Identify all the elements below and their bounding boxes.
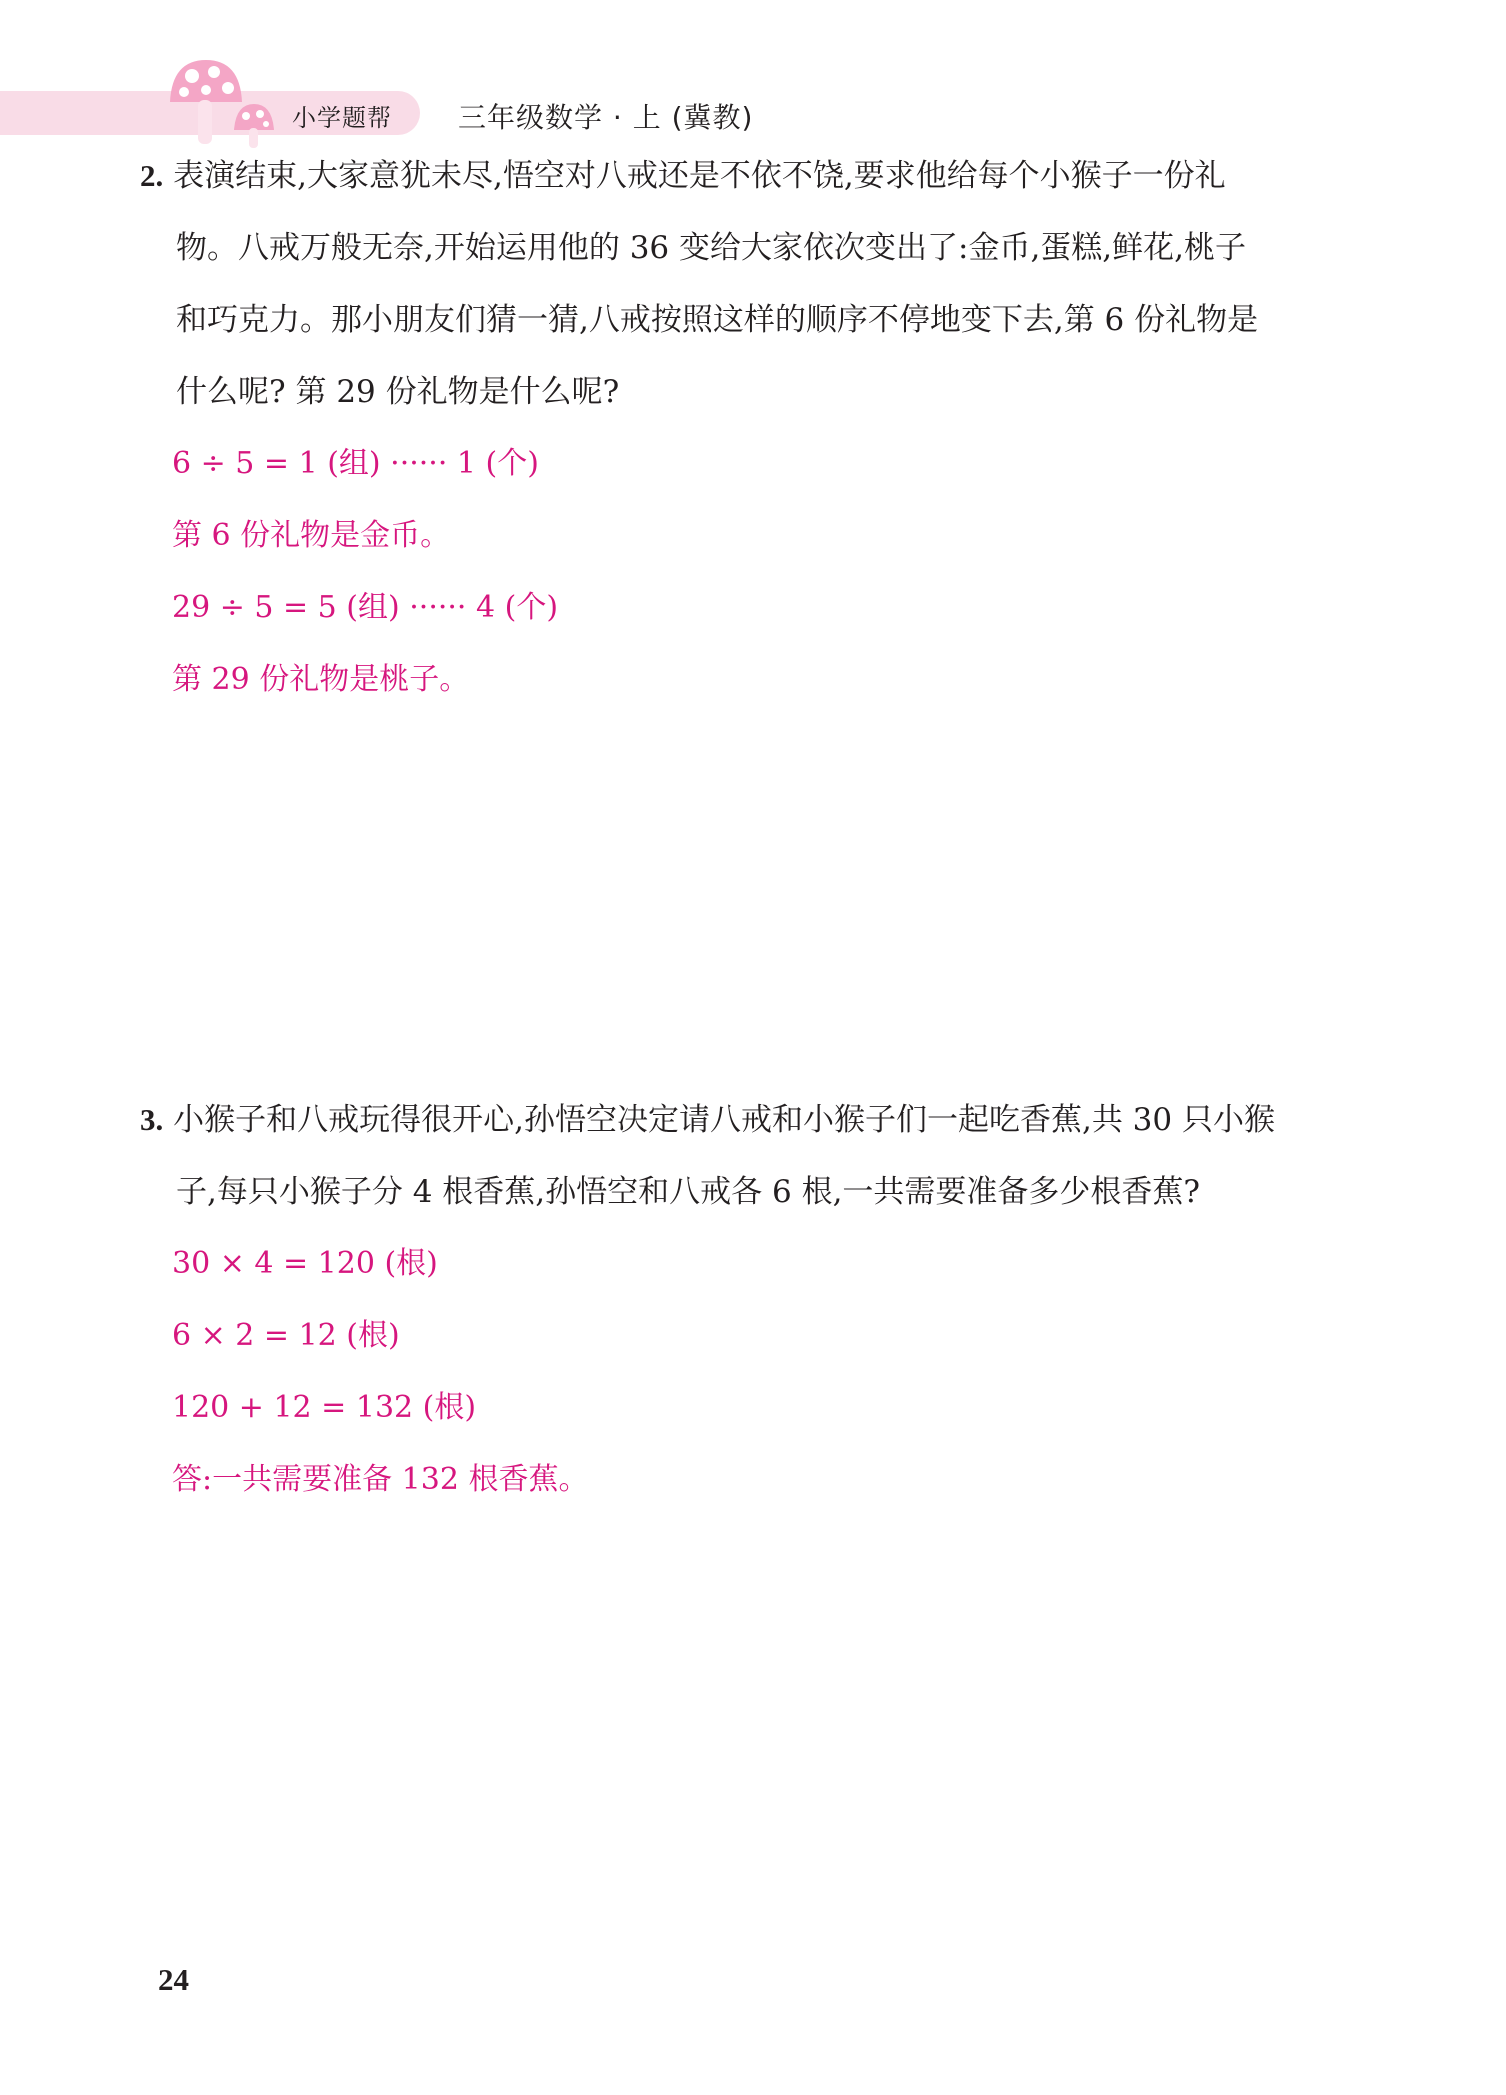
problem-2-line-4: 什么呢? 第 29 份礼物是什么呢? [176,374,620,410]
problem-2-line-3: 和巧克力。那小朋友们猜一猜,八戒按照这样的顺序不停地变下去,第 6 份礼物是 [176,302,1259,338]
problem-2-line-1 [140,140,1370,212]
problem-2-text-1: 表演结束,大家意犹未尽,悟空对八戒还是不依不饶,要求他给每个小猴子一份礼 [173,158,1226,194]
problem-2-answer-2: 第 6 份礼物是金币。 [172,518,451,553]
problem-3 [140,1084,1370,1516]
problem-2-number: 2. [140,158,164,193]
header-label: 小学题帮 [292,104,392,132]
problem-2-answer-3: 29 ÷ 5 = 5 (组) ······ 4 (个) [172,590,559,625]
problem-3-text-1: 小猴子和八戒玩得很开心,孙悟空决定请八戒和小猴子们一起吃香蕉,共 30 只小猴 [173,1102,1275,1138]
header-title: 三年级数学 · 上 (冀教) [458,101,754,134]
mushroom-icon [162,54,282,150]
problem-2-line-2: 物。八戒万般无奈,开始运用他的 36 变给大家依次变出了:金币,蛋糕,鲜花,桃子 [176,230,1247,266]
problem-3-answer-4: 答:一共需要准备 132 根香蕉。 [172,1462,589,1497]
problem-3-answer-1: 30 × 4 = 120 (根) [172,1246,438,1281]
problem-3-line-2: 子,每只小猴子分 4 根香蕉,孙悟空和八戒各 6 根,一共需要准备多少根香蕉? [176,1174,1201,1210]
problem-3-answer-3: 120 + 12 = 132 (根) [172,1390,477,1425]
problem-3-line-1 [140,1084,1370,1156]
page-number: 24 [158,1962,189,1997]
problem-2 [140,140,1370,716]
problem-3-answer-2: 6 × 2 = 12 (根) [172,1318,400,1353]
problem-2-answer-4: 第 29 份礼物是桃子。 [172,662,470,697]
problem-2-answer-1: 6 ÷ 5 = 1 (组) ······ 1 (个) [172,446,539,481]
problem-3-number: 3. [140,1102,164,1137]
